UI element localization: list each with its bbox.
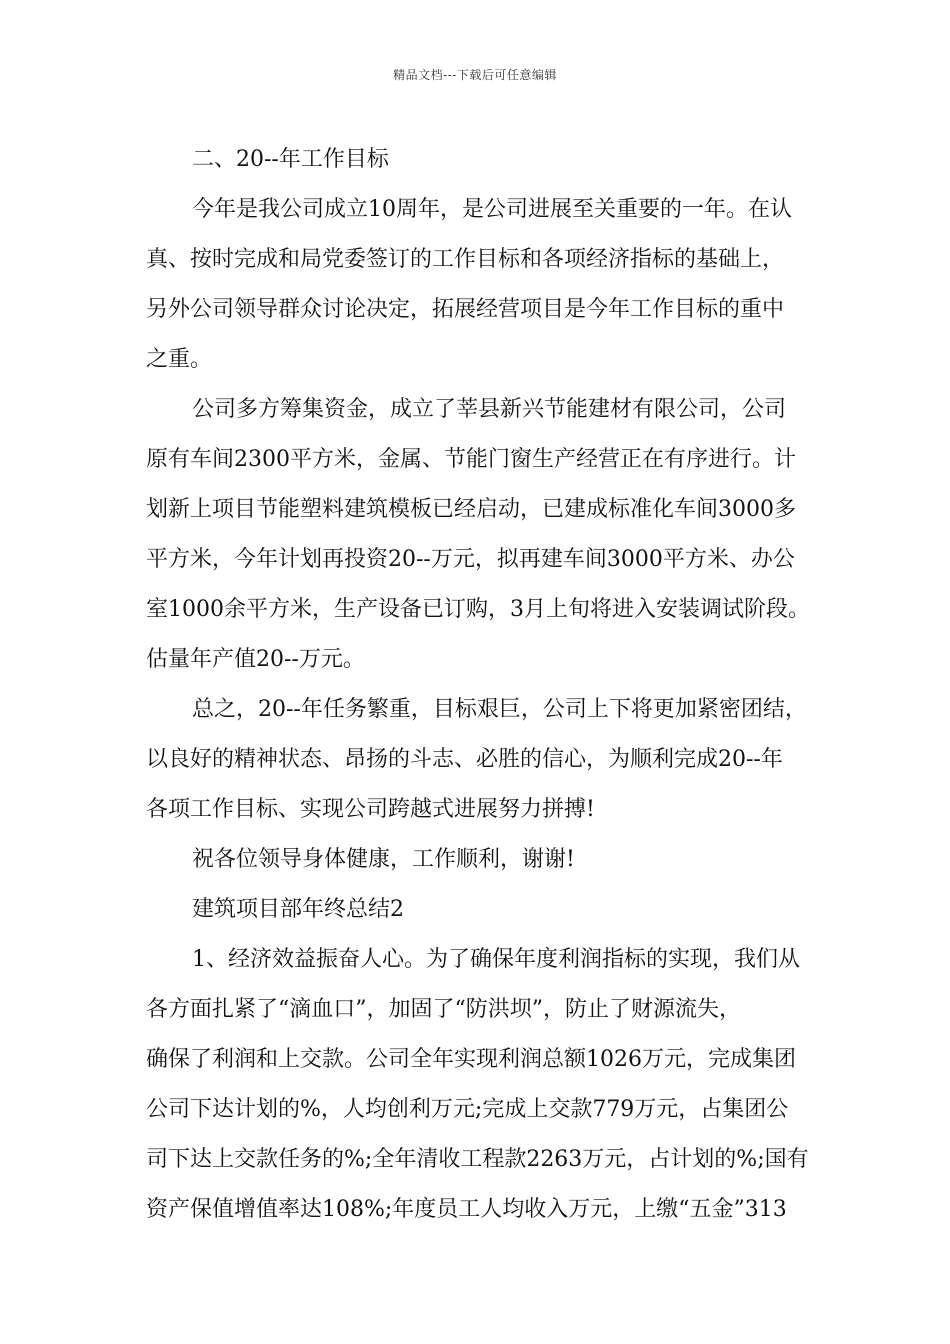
- paragraph-line: 资产保值增值率达108%;年度员工人均收入万元，上缴“五金”313: [146, 1197, 787, 1222]
- paragraph-line: 今年是我公司成立10周年，是公司进展至关重要的一年。在认: [192, 197, 792, 222]
- paragraph-line: 估量年产值20--万元。: [146, 647, 365, 672]
- paragraph-line: 公司下达计划的%，人均创利万元;完成上交款779万元，占集团公: [146, 1097, 789, 1122]
- paragraph-line: 公司多方筹集资金，成立了莘县新兴节能建材有限公司，公司: [192, 397, 787, 422]
- paragraph-line: 总之，20--年任务繁重，目标艰巨，公司上下将更加紧密团结，: [192, 697, 807, 722]
- paragraph-line: 1、经济效益振奋人心。为了确保年度利润指标的实现，我们从: [192, 947, 800, 972]
- section-title: 建筑项目部年终总结2: [192, 897, 404, 922]
- paragraph-line: 确保了利润和上交款。公司全年实现利润总额1026万元，完成集团: [146, 1047, 796, 1072]
- paragraph-line: 另外公司领导群众讨论决定，拓展经营项目是今年工作目标的重中: [146, 297, 785, 322]
- paragraph-line: 平方米，今年计划再投资20--万元，拟再建车间3000平方米、办公: [146, 547, 795, 572]
- paragraph-line: 以良好的精神状态、昂扬的斗志、必胜的信心，为顺利完成20--年: [146, 747, 783, 772]
- paragraph-line: 划新上项目节能塑料建筑模板已经启动，已建成标准化车间3000多: [146, 497, 796, 522]
- page-header: 精品文档---下载后可任意编辑: [393, 68, 557, 82]
- paragraph-line: 祝各位领导身体健康，工作顺利，谢谢!: [192, 847, 575, 872]
- paragraph-line: 各项工作目标、实现公司跨越式进展努力拼搏!: [146, 797, 595, 822]
- paragraph-line: 室1000余平方米，生产设备已订购，3月上旬将进入安装调试阶段。: [146, 597, 810, 622]
- paragraph-line: 原有车间2300平方米，金属、节能门窗生产经营正在有序进行。计: [146, 447, 796, 472]
- paragraph-line: 真、按时完成和局党委签订的工作目标和各项经济指标的基础上，: [146, 247, 785, 272]
- paragraph-line: 之重。: [146, 347, 213, 372]
- section-heading: 二、20--年工作目标: [192, 147, 389, 172]
- document-body: [146, 135, 814, 1235]
- paragraph-line: 各方面扎紧了“滴血口”，加固了“防洪坝”，防止了财源流失，: [146, 997, 741, 1022]
- paragraph-line: 司下达上交款任务的%;全年清收工程款2263万元，占计划的%;国有: [146, 1147, 809, 1172]
